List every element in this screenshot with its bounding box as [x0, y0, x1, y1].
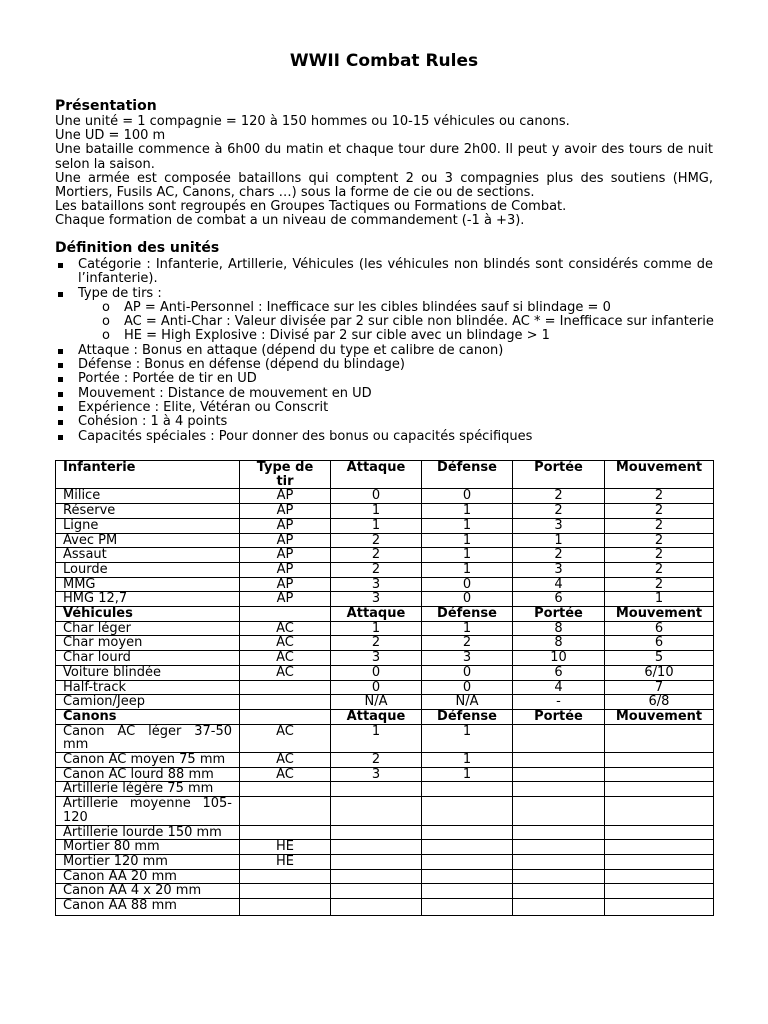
range-cell: 10 — [513, 651, 605, 666]
bullet-icon — [58, 420, 63, 425]
range-cell — [513, 884, 605, 899]
range-cell: 6 — [513, 592, 605, 607]
fire-type-cell: AP — [240, 577, 331, 592]
fire-type-cell — [240, 869, 331, 884]
defense-cell: 1 — [422, 767, 513, 782]
fire-type-cell: AC — [240, 767, 331, 782]
list-item-text: Type de tirs : — [78, 285, 162, 301]
list-item — [55, 344, 713, 358]
attack-cell: 1 — [331, 621, 422, 636]
unit-name-cell: Ligne — [56, 518, 240, 533]
table-row — [56, 869, 714, 884]
movement-cell: 2 — [605, 489, 714, 504]
fire-type-header — [240, 461, 331, 489]
table-row — [56, 884, 714, 899]
fire-type-cell: HE — [240, 840, 331, 855]
table-row — [56, 854, 714, 869]
range-header: Portée — [513, 461, 605, 489]
bullet-icon — [58, 377, 63, 382]
bullet-icon — [58, 292, 63, 297]
fire-type-cell: HE — [240, 854, 331, 869]
attack-cell: 2 — [331, 533, 422, 548]
attack-cell — [331, 825, 422, 840]
table-section-header — [56, 607, 714, 622]
movement-cell — [605, 869, 714, 884]
unit-name-cell: Char léger — [56, 621, 240, 636]
table-row — [56, 782, 714, 797]
unit-name-cell: Canon AA 88 mm — [56, 899, 240, 916]
fire-type-cell: AC — [240, 724, 331, 752]
fire-type-cell: AP — [240, 489, 331, 504]
sub-list-item — [55, 301, 713, 315]
attack-cell — [331, 840, 422, 855]
fire-type-cell: AP — [240, 533, 331, 548]
paragraph: Une unité = 1 compagnie = 120 à 150 hommes ou 10-15 véhicules ou canons. — [55, 114, 570, 129]
fire-type-cell: AC — [240, 636, 331, 651]
fire-type-header — [240, 607, 331, 622]
movement-cell: 6 — [605, 636, 714, 651]
range-cell: 1 — [513, 533, 605, 548]
section-heading-definitions: Définition des unités — [55, 240, 220, 256]
movement-header: Mouvement — [605, 607, 714, 622]
movement-cell: 2 — [605, 504, 714, 519]
attack-cell — [331, 869, 422, 884]
fire-type-cell — [240, 825, 331, 840]
attack-cell: 2 — [331, 636, 422, 651]
range-header: Portée — [513, 607, 605, 622]
defense-cell — [422, 899, 513, 916]
list-item — [55, 401, 713, 415]
bullet-icon — [58, 349, 63, 354]
list-item — [55, 372, 713, 386]
range-cell: 8 — [513, 621, 605, 636]
unit-name-cell: Avec PM — [56, 533, 240, 548]
paragraph: Une bataille commence à 6h00 du matin et chaque tour dure 2h00. Il peut y avoir des tours de nuit selon la saison. — [55, 142, 713, 172]
attack-cell: 3 — [331, 577, 422, 592]
movement-cell — [605, 840, 714, 855]
table-row — [56, 753, 714, 768]
attack-cell — [331, 899, 422, 916]
unit-name-cell: Assaut — [56, 548, 240, 563]
table-section-header — [56, 461, 714, 489]
definitions-list — [55, 258, 713, 444]
defense-cell: 1 — [422, 724, 513, 752]
defense-cell: 1 — [422, 504, 513, 519]
defense-header: Défense — [422, 461, 513, 489]
range-cell: 4 — [513, 680, 605, 695]
movement-cell — [605, 825, 714, 840]
attack-header: Attaque — [331, 461, 422, 489]
attack-cell — [331, 854, 422, 869]
fire-type-cell: AP — [240, 592, 331, 607]
range-cell — [513, 899, 605, 916]
defense-cell — [422, 825, 513, 840]
movement-cell: 6 — [605, 621, 714, 636]
fire-type-cell — [240, 695, 331, 710]
defense-cell — [422, 797, 513, 825]
range-cell — [513, 869, 605, 884]
defense-cell: 0 — [422, 665, 513, 680]
list-item — [55, 387, 713, 401]
attack-cell — [331, 797, 422, 825]
movement-cell: 5 — [605, 651, 714, 666]
table-row — [56, 489, 714, 504]
unit-name-cell: Mortier 120 mm — [56, 854, 240, 869]
defense-cell: 1 — [422, 548, 513, 563]
range-cell: - — [513, 695, 605, 710]
bullet-icon — [58, 406, 63, 411]
bullet-icon — [58, 263, 63, 268]
list-item-text: Expérience : Elite, Vétéran ou Conscrit — [78, 399, 329, 415]
section-heading-presentation: Présentation — [55, 98, 157, 114]
fire-type-cell — [240, 899, 331, 916]
range-cell: 2 — [513, 548, 605, 563]
defense-cell: 1 — [422, 621, 513, 636]
list-item-text: Mouvement : Distance de mouvement en UD — [78, 385, 372, 401]
attack-cell: 3 — [331, 651, 422, 666]
attack-header: Attaque — [331, 607, 422, 622]
defense-cell — [422, 869, 513, 884]
table-row — [56, 504, 714, 519]
table-row — [56, 724, 714, 752]
fire-type-cell: AC — [240, 665, 331, 680]
fire-type-cell: AC — [240, 753, 331, 768]
unit-name-cell: Char lourd — [56, 651, 240, 666]
sub-list-item — [55, 329, 713, 343]
fire-type-cell — [240, 797, 331, 825]
category-header: Infanterie — [56, 461, 240, 489]
range-cell: 3 — [513, 562, 605, 577]
attack-cell: 0 — [331, 665, 422, 680]
list-item-text: Défense : Bonus en défense (dépend du blindage) — [78, 357, 405, 373]
paragraph: Les bataillons sont regroupés en Groupes Tactiques ou Formations de Combat. — [55, 199, 567, 215]
unit-name-cell: Voiture blindée — [56, 665, 240, 680]
unit-name-cell: Réserve — [56, 504, 240, 519]
movement-header: Mouvement — [605, 709, 714, 724]
range-cell: 6 — [513, 665, 605, 680]
defense-cell: 1 — [422, 533, 513, 548]
defense-cell: 3 — [422, 651, 513, 666]
unit-name-cell: Canon AA 20 mm — [56, 869, 240, 884]
table-row — [56, 636, 714, 651]
list-item — [55, 358, 713, 372]
movement-cell — [605, 753, 714, 768]
unit-name-cell: MMG — [56, 577, 240, 592]
attack-cell: 0 — [331, 680, 422, 695]
movement-cell: 2 — [605, 548, 714, 563]
unit-name-cell: Mortier 80 mm — [56, 840, 240, 855]
page-title: WWII Combat Rules — [289, 51, 479, 71]
list-item-text: Capacités spéciales : Pour donner des bonus ou capacités spécifiques — [78, 428, 533, 444]
attack-cell: N/A — [331, 695, 422, 710]
attack-cell: 2 — [331, 753, 422, 768]
movement-cell: 2 — [605, 577, 714, 592]
defense-cell: 0 — [422, 577, 513, 592]
defense-cell: 2 — [422, 636, 513, 651]
sub-list-item-text: HE = High Explosive : Divisé par 2 sur cible avec un blindage > 1 — [124, 328, 550, 344]
fire-type-cell — [240, 782, 331, 797]
movement-cell — [605, 899, 714, 916]
movement-cell: 2 — [605, 562, 714, 577]
unit-name-cell: Char moyen — [56, 636, 240, 651]
defense-cell: 1 — [422, 562, 513, 577]
range-cell — [513, 724, 605, 752]
table-row — [56, 592, 714, 607]
defense-cell — [422, 854, 513, 869]
attack-header: Attaque — [331, 709, 422, 724]
sub-list-item-text: AP = Anti-Personnel : Inefficace sur les cibles blindées sauf si blindage = 0 — [124, 299, 611, 315]
movement-cell: 6/10 — [605, 665, 714, 680]
range-cell — [513, 767, 605, 782]
table-section-header — [56, 709, 714, 724]
fire-type-cell — [240, 680, 331, 695]
movement-cell — [605, 767, 714, 782]
movement-cell — [605, 797, 714, 825]
presentation-body — [55, 115, 713, 229]
fire-type-cell: AC — [240, 651, 331, 666]
unit-name-cell: Half-track — [56, 680, 240, 695]
fire-type-header — [240, 709, 331, 724]
fire-type-cell: AC — [240, 621, 331, 636]
defense-header: Défense — [422, 607, 513, 622]
range-cell — [513, 825, 605, 840]
list-item-text: Cohésion : 1 à 4 points — [78, 414, 228, 430]
attack-cell: 2 — [331, 562, 422, 577]
bullet-icon — [58, 435, 63, 440]
range-cell: 2 — [513, 504, 605, 519]
defense-cell: 1 — [422, 518, 513, 533]
movement-cell — [605, 782, 714, 797]
unit-name-cell: Milice — [56, 489, 240, 504]
range-cell: 3 — [513, 518, 605, 533]
list-item — [55, 430, 713, 444]
range-cell — [513, 797, 605, 825]
category-header: Canons — [56, 709, 240, 724]
table-row — [56, 825, 714, 840]
unit-name-cell: Artillerie lourde 150 mm — [56, 825, 240, 840]
fire-type-cell: AP — [240, 562, 331, 577]
table-row — [56, 899, 714, 916]
fire-type-cell: AP — [240, 518, 331, 533]
sub-bullet-marker: o — [102, 314, 110, 330]
movement-cell: 7 — [605, 680, 714, 695]
defense-cell — [422, 884, 513, 899]
table-row — [56, 548, 714, 563]
movement-header: Mouvement — [605, 461, 714, 489]
table-row — [56, 533, 714, 548]
attack-cell — [331, 782, 422, 797]
attack-cell: 1 — [331, 518, 422, 533]
range-cell — [513, 840, 605, 855]
range-cell: 4 — [513, 577, 605, 592]
attack-cell: 1 — [331, 724, 422, 752]
range-header: Portée — [513, 709, 605, 724]
table-row — [56, 621, 714, 636]
unit-name-cell: Canon AA 4 x 20 mm — [56, 884, 240, 899]
paragraph: Une UD = 100 m — [55, 128, 166, 144]
movement-cell: 2 — [605, 518, 714, 533]
fire-type-cell: AP — [240, 504, 331, 519]
range-cell — [513, 854, 605, 869]
category-header: Véhicules — [56, 607, 240, 622]
attack-cell: 2 — [331, 548, 422, 563]
defense-cell — [422, 840, 513, 855]
list-item-text: Portée : Portée de tir en UD — [78, 371, 257, 387]
attack-cell: 0 — [331, 489, 422, 504]
movement-cell — [605, 724, 714, 752]
unit-name-cell: Lourde — [56, 562, 240, 577]
unit-name-cell: Artillerie moyenne 105-120 — [56, 797, 240, 825]
unit-name-cell: Canon AC léger 37-50 mm — [56, 724, 240, 752]
sub-list-item-text: AC = Anti-Char : Valeur divisée par 2 sur cible non blindée. AC * = Inefficace sur infanterie — [124, 314, 714, 330]
unit-name-cell: HMG 12,7 — [56, 592, 240, 607]
list-item — [55, 287, 713, 301]
sub-bullet-marker: o — [102, 328, 110, 344]
table-row — [56, 562, 714, 577]
table-row — [56, 518, 714, 533]
movement-cell: 1 — [605, 592, 714, 607]
bullet-icon — [58, 392, 63, 397]
paragraph: Chaque formation de combat a un niveau de commandement (-1 à +3). — [55, 213, 525, 229]
table-row — [56, 840, 714, 855]
movement-cell: 6/8 — [605, 695, 714, 710]
defense-cell: 0 — [422, 592, 513, 607]
range-cell: 2 — [513, 489, 605, 504]
range-cell: 8 — [513, 636, 605, 651]
unit-name-cell: Canon AC lourd 88 mm — [56, 767, 240, 782]
table-row — [56, 651, 714, 666]
movement-cell — [605, 854, 714, 869]
unit-name-cell: Camion/Jeep — [56, 695, 240, 710]
list-item-text: Attaque : Bonus en attaque (dépend du type et calibre de canon) — [78, 342, 504, 358]
list-item-text: Catégorie : Infanterie, Artillerie, Véhicules (les véhicules non blindés sont considérés comme de l’infanterie). — [78, 257, 713, 287]
attack-cell: 3 — [331, 592, 422, 607]
sub-bullet-marker: o — [102, 299, 110, 315]
units-table — [55, 460, 714, 916]
unit-name-cell: Canon AC moyen 75 mm — [56, 753, 240, 768]
fire-type-header-label: Type de tir — [256, 460, 314, 489]
list-item — [55, 415, 713, 429]
sub-list-item — [55, 315, 713, 329]
table-row — [56, 695, 714, 710]
fire-type-cell — [240, 884, 331, 899]
movement-cell: 2 — [605, 533, 714, 548]
range-cell — [513, 782, 605, 797]
defense-header: Défense — [422, 709, 513, 724]
range-cell — [513, 753, 605, 768]
table-row — [56, 577, 714, 592]
list-item — [55, 258, 713, 287]
defense-cell: N/A — [422, 695, 513, 710]
defense-cell: 0 — [422, 489, 513, 504]
table-row — [56, 797, 714, 825]
attack-cell: 3 — [331, 767, 422, 782]
table-row — [56, 767, 714, 782]
attack-cell — [331, 884, 422, 899]
defense-cell: 0 — [422, 680, 513, 695]
table-row — [56, 665, 714, 680]
bullet-icon — [58, 363, 63, 368]
fire-type-cell: AP — [240, 548, 331, 563]
movement-cell — [605, 884, 714, 899]
defense-cell: 1 — [422, 753, 513, 768]
unit-name-cell: Artillerie légère 75 mm — [56, 782, 240, 797]
table-row — [56, 680, 714, 695]
defense-cell — [422, 782, 513, 797]
paragraph: Une armée est composée bataillons qui comptent 2 ou 3 compagnies plus des soutiens (HMG, Mortiers, Fusils AC, Canons, chars …) sous la forme de cie ou de sections. — [55, 170, 713, 201]
attack-cell: 1 — [331, 504, 422, 519]
